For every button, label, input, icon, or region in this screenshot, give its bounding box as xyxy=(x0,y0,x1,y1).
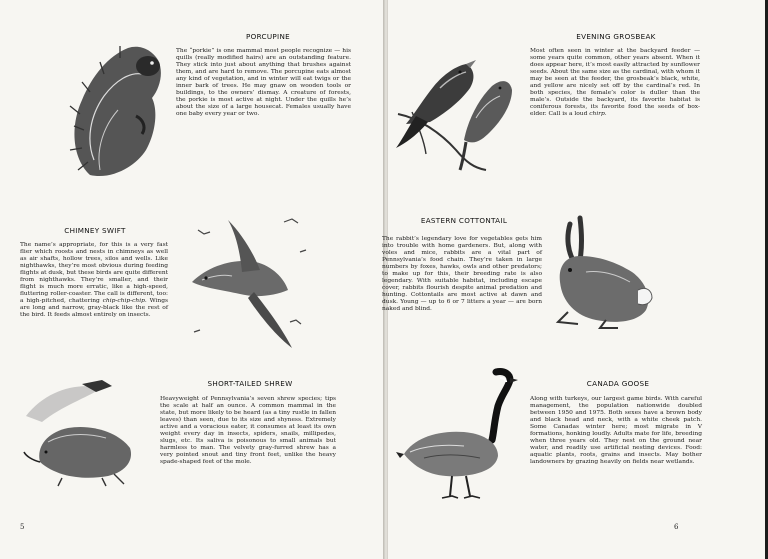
chimney-swift-text xyxy=(20,242,168,320)
chimney-swift-heading: CHIMNEY SWIFT xyxy=(64,226,126,235)
left-page xyxy=(0,0,383,559)
porcupine-heading: PORCUPINE xyxy=(246,32,290,41)
evening-grosbeak-call: chirp. xyxy=(589,111,607,118)
chimney-swift-text-start: The name’s appropriate, for this is a very fast flier which roosts and nests in chimneys as well as air shafts, hollow trees, silos and wells. Like nighthawks, they’re most obvious during feeding flights at dusk, but these birds are quite different from nighthawks. They’re smaller, and their flight is much more erratic, like a high-speed, fluttering roller-coaster. The call is different, too: a high-pitched, chattering xyxy=(20,242,168,305)
evening-grosbeak-text xyxy=(530,48,700,118)
porcupine-text: The “porkie” is one mammal most people recognize — his quills (really modified hairs) are an outstanding feature. They stick into just about anything that brushes against them, and are hard to remove. The porcupine eats almost any kind of vegetation, and in winter will eat twigs or the inner bark of trees. He may gnaw on wooden tools or buildings, to the owners’ dismay. A creature of forests, the porkie is most active at night. Under the quills he’s about the size of a large housecat. Females usually have one baby every year or two. xyxy=(176,48,351,118)
canada-goose-heading: CANADA GOOSE xyxy=(586,379,650,388)
chimney-swift-call: chip-chip-chip. xyxy=(102,298,147,305)
page-number-left: 5 xyxy=(20,523,25,531)
page-number-right: 6 xyxy=(674,523,679,531)
cottontail-heading: EASTERN COTTONTAIL xyxy=(420,216,508,225)
chimney-swift-illustration xyxy=(180,212,320,357)
evening-grosbeak-illustration xyxy=(394,22,516,172)
shrew-illustration xyxy=(22,376,150,496)
chimney-swift-text-end: Wings are long and narrow, gray-black like the rest of the bird. It feeds almost entirely on insects. xyxy=(20,298,169,319)
evening-grosbeak-text-start: Most often seen in winter at the backyard feeder — some years quite common, other years absent. When it does appear here, it’s most easily attracted by sunflower seeds. About the same size as the cardinal, with whom it may be seen at the feeder, the grosbeak’s black, white, and yellow are nicely set off by the cardinal’s red. In both species, the female’s color is duller than the male’s. Outside the backyard, its favorite habitat is coniferous forests, its favorite food the seeds of box-elder. Call is a loud xyxy=(530,48,700,118)
cottontail-text: The rabbit’s legendary love for vegetables gets him into trouble with home gardeners. But, along with voles and mice, rabbits are a vital part of Pennsylvania’s food chain. They’re taken in large numbers by foxes, hawks, owls and other predators; to make up for this, their breeding rate is also legendary. With suitable habitat, including escape cover, rabbits flourish despite animal predation and hunting. Cottontails are most active at dawn and dusk. Young — up to 6 or 7 litters a year — are born naked and blind. xyxy=(382,236,542,313)
shrew-heading: SHORT-TAILED SHREW xyxy=(207,379,293,388)
cottontail-illustration xyxy=(546,212,658,330)
porcupine-illustration xyxy=(60,30,172,180)
right-page xyxy=(382,0,765,559)
evening-grosbeak-heading: EVENING GROSBEAK xyxy=(576,32,656,41)
shrew-text: Heavyweight of Pennsylvania’s seven shrew species; tips the scale at half an ounce. A common mammal in the state, but more likely to be heard (as a tiny rustle in fallen leaves) than seen, due to its size and shyness. Extremely active and a voracious eater, it consumes at least its own weight every day in insects, spiders, snails, millipedes, slugs, etc. Its saliva is poisonous to small animals but harmless to man. The velvety gray-furred shrew has a very pointed snout and tiny front feet, unlike the heavy spade-shaped feet of the mole. xyxy=(160,396,336,466)
canada-goose-illustration xyxy=(394,366,524,500)
canada-goose-text: Along with turkeys, our largest game birds. With careful management, the population nationwide doubled between 1950 and 1975. Both sexes have a brown body and black head and neck, with a white cheek patch. Some Canadas winter here; most migrate in V formations, honking loudly. Adults mate for life, breeding when three years old. They nest on the ground near water, and readily use artificial nesting devices. Food: aquatic plants, roots, grains and insects. May bother landowners by grazing heavily on fields near wetlands. xyxy=(530,396,702,466)
